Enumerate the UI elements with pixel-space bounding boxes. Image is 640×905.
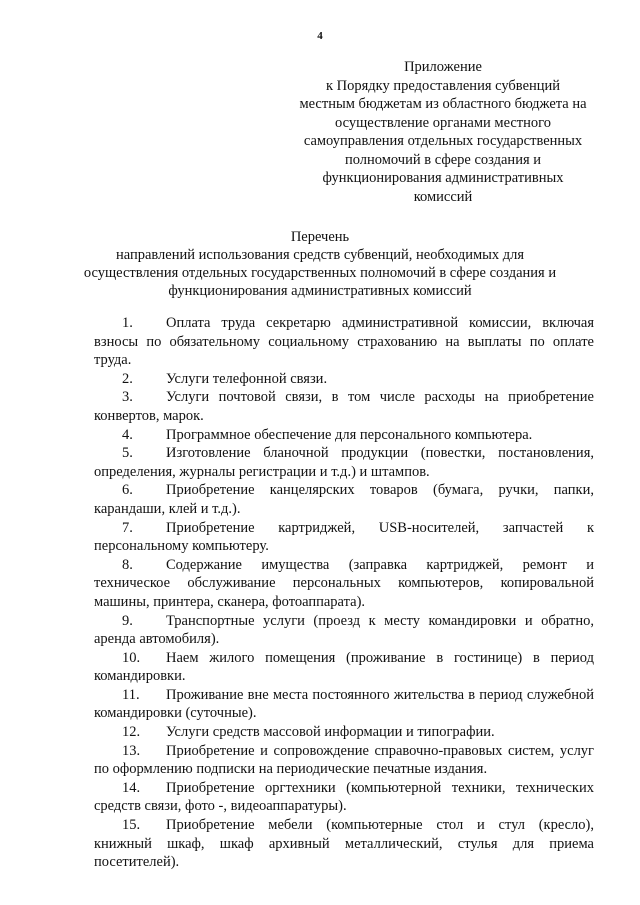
item-text: Услуги средств массовой информации и типографии. (166, 724, 495, 741)
list-item (94, 612, 594, 649)
title-line: осуществления отдельных государственных полномочий в сфере создания и (83, 265, 557, 281)
item-text: Приобретение и сопровождение справочно-правовых систем, услуг по оформлению подписки на периодические печатные издания. (94, 742, 594, 778)
item-number: 14. (122, 779, 141, 796)
item-text: Приобретение мебели (компьютерные стол и стул (кресло), книжный шкаф, шкаф архивный металлический, стулья для приема посетителей). (94, 817, 594, 871)
item-number: 8. (122, 556, 133, 573)
item-text: Транспортные услуги (проезд к месту командировки и обратно, аренда автомобиля). (94, 612, 594, 648)
appendix-header (278, 58, 608, 206)
item-number: 10. (122, 649, 141, 666)
appendix-line: функционирования административных (322, 170, 564, 186)
item-text: Услуги телефонной связи. (166, 370, 328, 387)
appendix-line: осуществление органами местного (335, 114, 551, 131)
appendix-line: Приложение (404, 59, 482, 75)
item-number: 15. (122, 817, 141, 834)
item-number: 9. (122, 612, 133, 629)
list-item (94, 370, 594, 389)
list-item (94, 519, 594, 556)
list-item (94, 686, 594, 723)
item-number: 1. (122, 315, 133, 331)
list-item (94, 649, 594, 686)
item-text: Программное обеспечение для персонального компьютера. (166, 426, 533, 443)
item-text: Наем жилого помещения (проживание в гостинице) в период командировки. (94, 649, 594, 685)
item-text: Проживание вне места постоянного жительства в период служебной командировки (суточные). (94, 686, 594, 722)
list-item (94, 314, 594, 370)
title-line: направлений использования средств субвенций, необходимых для (115, 247, 525, 263)
list-item (94, 556, 594, 612)
appendix-line: местным бюджетам из областного бюджета на (299, 96, 587, 112)
item-number: 12. (122, 724, 141, 741)
item-text: Приобретение канцелярских товаров (бумага, ручки, папки, карандаши, клей и т.д.). (94, 482, 594, 517)
item-text: Содержание имущества (заправка картриджей, ремонт и техническое обслуживание персональных компьютеров, копировальной машины, принтера, сканера, фотоаппарата). (94, 556, 594, 610)
list-item (94, 444, 594, 481)
item-text: Приобретение картриджей, USB-носителей, запчастей к персональному компьютеру. (94, 519, 594, 555)
title-line: функционирования административных комиссий (168, 283, 472, 299)
item-text: Оплата труда секретарю административной комиссии, включая взносы по обязательному социальному страхованию на выплаты по оплате труда. (94, 315, 594, 369)
directions-list (94, 314, 594, 872)
list-item (94, 816, 594, 872)
item-number: 3. (122, 389, 133, 406)
item-number: 6. (122, 482, 133, 499)
item-text: Приобретение оргтехники (компьютерной техники, технических средств связи, фото -, видеоаппаратуры). (94, 779, 594, 815)
item-number: 11. (122, 686, 140, 703)
list-item (94, 779, 594, 816)
list-item (94, 388, 594, 425)
item-number: 5. (122, 445, 133, 462)
list-item (94, 742, 594, 779)
item-text: Услуги почтовой связи, в том числе расходы на приобретение конвертов, марок. (94, 389, 594, 424)
item-text: Изготовление бланочной продукции (повестки, постановления, определения, журналы регистрации и т.д.) и штампов. (94, 445, 594, 480)
page-number: 4 (317, 30, 323, 42)
list-item (94, 426, 594, 445)
document-title (0, 228, 640, 300)
appendix-line: комиссий (413, 188, 473, 205)
appendix-line: полномочий в сфере создания и (344, 151, 542, 168)
item-number: 2. (122, 370, 133, 387)
appendix-line: к Порядку предоставления субвенций (325, 77, 561, 94)
list-item (94, 481, 594, 518)
title-heading: Перечень (290, 229, 350, 245)
item-number: 7. (122, 519, 133, 536)
list-item (94, 723, 594, 742)
appendix-line: самоуправления отдельных государственных (303, 133, 583, 149)
item-number: 13. (122, 742, 141, 759)
item-number: 4. (122, 426, 133, 443)
